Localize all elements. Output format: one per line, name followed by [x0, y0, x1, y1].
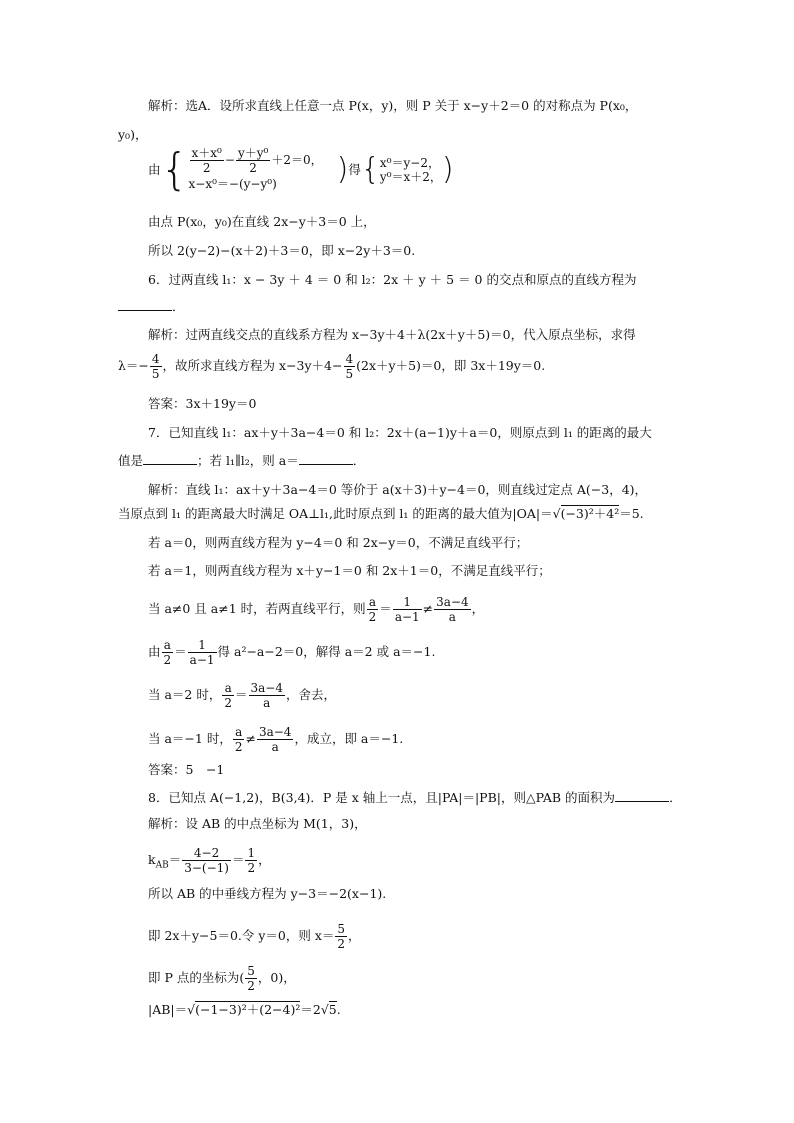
fraction: $\frac{5}{2}$: [337, 922, 346, 951]
question-7-text: 值是 ；若 l₁∥l₂，则 a＝ ．: [118, 453, 366, 468]
solution-line: 由 $\frac{a}{2}$ ＝ $\frac{1}{a-1}$ 得 a²−a−2＝0，解得 a＝2 或 a＝−1.: [148, 638, 436, 667]
solution-line: $k_{AB}=$ $\frac{4-2}{3-(-1)}$ ＝ $\frac{1}{2}$ ，: [148, 846, 271, 875]
question-8-text: 8．已知点 A(−1,2)，B(3,4)．P 是 x 轴上一点，且|PA|＝|PB|，则△PAB 的面积为 ．: [148, 790, 682, 805]
question-6-text: 6．过两直线 l₁：x − 3y ＋ 4 ＝ 0 和 l₂：2x ＋ y ＋ 5 ＝ 0 的交点和原点的直线方程为: [148, 272, 637, 287]
fraction: $\frac{a}{2}$: [163, 638, 172, 667]
solution-line: 即 P 点的坐标为( $\frac{5}{2}$ ，0)，: [148, 964, 296, 993]
solution-line: 所以 2(y−2)−(x＋2)＋3＝0，即 x−2y＋3＝0.: [148, 243, 416, 258]
fraction: $\frac{\text{y＋y⁰}}{2}$: [237, 146, 269, 175]
solution-line: |AB|＝√(−1−3)²＋(2−4)²＝2√5.: [148, 1002, 341, 1017]
fraction: $\frac{\text{x＋x⁰}}{2}$: [191, 146, 222, 175]
solution-line: 若 a＝1，则两直线方程为 x＋y−1＝0 和 2x＋1＝0，不满足直线平行；: [148, 563, 551, 578]
fraction: $\frac{3a-4}{a}$: [436, 595, 469, 624]
radicand: 5: [328, 1002, 337, 1017]
solution-line: 当 a＝−1 时， $\frac{a}{2}$ ≠ $\frac{3a-4}{a}$ ，成立，即 a＝−1.: [148, 725, 404, 754]
fraction: $\frac{4-2}{3-(-1)}$: [184, 846, 229, 875]
right-brace: ): [441, 152, 454, 187]
right-brace: ): [336, 152, 349, 187]
fraction: $\frac{4}{5}$: [151, 352, 160, 381]
fraction: $\frac{1}{a-1}$: [189, 638, 215, 667]
system-rows: [189, 146, 323, 194]
answer-line: 答案：5 −1: [148, 762, 225, 777]
system-row: y⁰＝x＋2，: [379, 170, 442, 184]
solution-line: 解析：选A．设所求直线上任意一点 P(x，y)，则 P 关于 x−y＋2＝0 的对称点为 P(x₀，: [148, 98, 638, 113]
solution-line: 解析：直线 l₁：ax＋y＋3a−4＝0 等价于 a(x＋3)＋y−4＝0，则直线过定点 A(−3，4)，: [148, 482, 648, 497]
text: 得: [348, 162, 361, 177]
fraction: $\frac{4}{5}$: [345, 352, 354, 381]
left-brace: {: [360, 152, 380, 187]
answer-blank: [299, 452, 353, 465]
answer-blank: [143, 452, 197, 465]
solution-line: 当 a＝2 时， $\frac{a}{2}$ ＝ $\frac{3a-4}{a}$ ，舍去，: [148, 681, 337, 710]
fraction: $\frac{1}{a-1}$: [394, 595, 420, 624]
solution-line: 若 a＝0，则两直线方程为 y−4＝0 和 2x−y＝0，不满足直线平行；: [148, 535, 529, 550]
answer-blank: [118, 298, 172, 311]
fraction: $\frac{a}{2}$: [224, 681, 232, 710]
system-row: x−x⁰＝−(y−y⁰): [188, 177, 277, 191]
fraction: $\frac{5}{2}$: [247, 964, 255, 993]
question-7-text: 7．已知直线 l₁：ax＋y＋3a−4＝0 和 l₂：2x＋(a−1)y＋a＝0，则原点到 l₁ 的距离的最大: [148, 425, 652, 440]
fraction: $\frac{a}{2}$: [368, 595, 377, 624]
system-row: $\frac{\text{x＋x⁰}}{2}$ − $\frac{\text{y＋y⁰}}{2}$ ＋2＝0，: [191, 146, 323, 175]
solution-line: 所以 AB 的中垂线方程为 y−3＝−2(x−1).: [148, 886, 387, 901]
text: 由: [148, 162, 161, 177]
solution-line: 解析：过两直线交点的直线系方程为 x−3y＋4＋λ(2x＋y＋5)＝0，代入原点坐标，求得: [148, 327, 636, 342]
solution-line: 当 a≠0 且 a≠1 时，若两直线平行，则 $\frac{a}{2}$ ＝ $\frac{1}{a-1}$ ≠ $\frac{3a-4}{a}$ ，: [148, 595, 485, 624]
left-brace: {: [160, 144, 189, 195]
solution-line: 即 2x＋y−5＝0.令 y＝0，则 x＝ $\frac{5}{2}$ ，: [148, 922, 361, 951]
equation-system: [148, 146, 454, 196]
question-6-blank-line: ．: [118, 298, 185, 316]
radicand: (−1−3)²＋(2−4)²: [195, 1002, 301, 1017]
solution-line: y₀)，: [118, 127, 148, 142]
answer-line: 答案：3x＋19y＝0: [148, 396, 257, 411]
system-rows: [380, 156, 442, 184]
solution-line: λ＝− $\frac{4}{5}$ ，故所求直线方程为 x−3y＋4− $\frac{4}{5}$ (2x＋y＋5)＝0，即 3x＋19y＝0.: [118, 352, 546, 381]
radicand: (−3)²＋4²: [560, 506, 620, 521]
solution-line: 解析：设 AB 的中点坐标为 M(1，3)，: [148, 816, 367, 831]
fraction: $\frac{a}{2}$: [234, 725, 243, 754]
fraction: $\frac{1}{2}$: [247, 846, 256, 875]
fraction: $\frac{3a-4}{a}$: [258, 725, 292, 754]
fraction: $\frac{3a-4}{a}$: [250, 681, 283, 710]
solution-line: 由点 P(x₀，y₀)在直线 2x−y＋3＝0 上，: [148, 214, 376, 229]
system-row: x⁰＝y−2，: [379, 156, 440, 170]
solution-line: 当原点到 l₁ 的距离最大时满足 OA⊥l₁,此时原点到 l₁ 的距离的最大值为|OA|＝√(−3)²＋4²＝5.: [118, 506, 644, 521]
answer-blank: [615, 789, 669, 802]
